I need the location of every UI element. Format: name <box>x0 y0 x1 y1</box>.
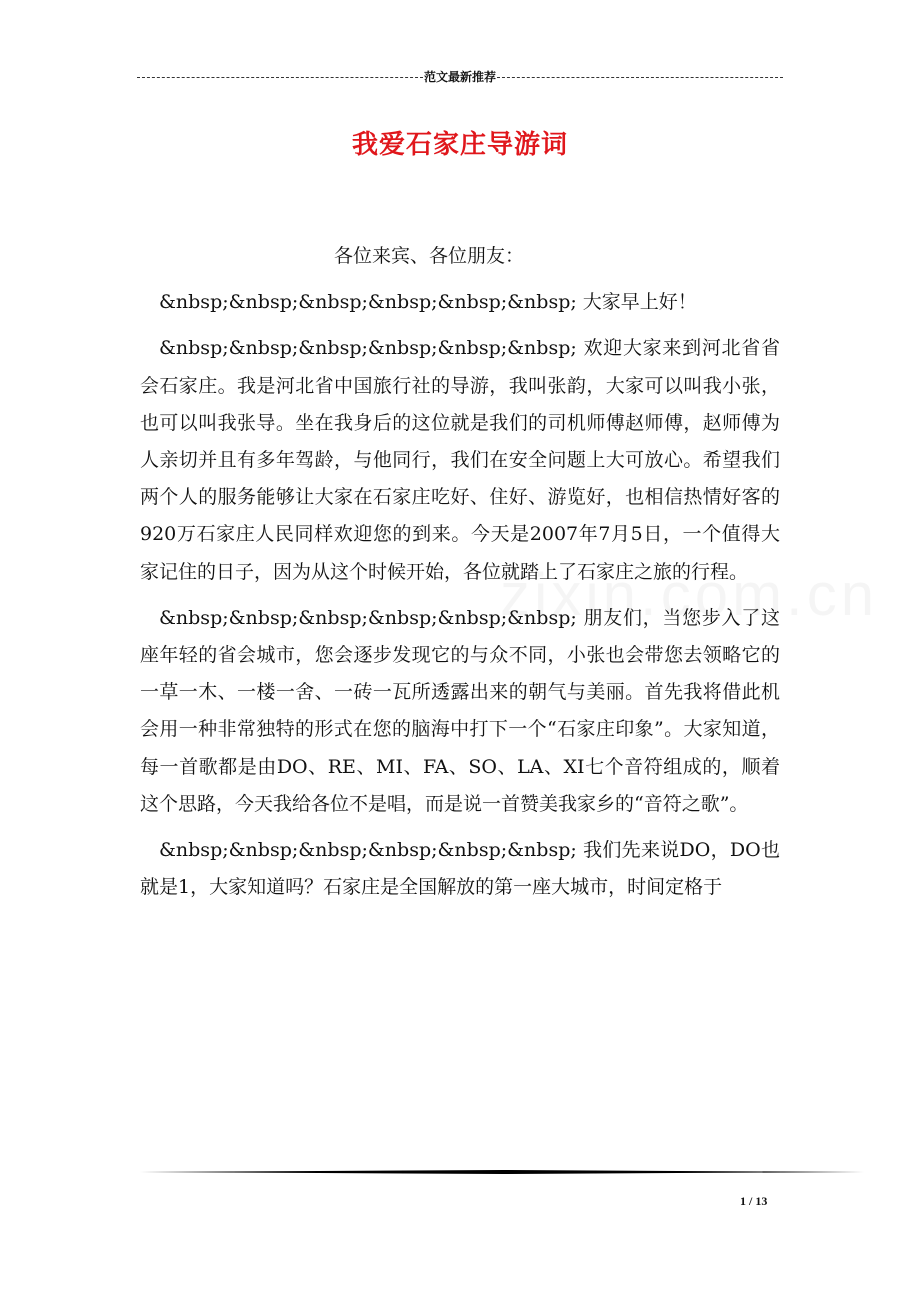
document-title: 我爱石家庄导游词 <box>351 130 568 160</box>
body-paragraph: &nbsp;&nbsp;&nbsp;&nbsp;&nbsp;&nbsp; 朋友们，当您步入了这座年轻的省会城市，您会逐步发现它的与众不同，小张也会带您去领略它的一草一木、一楼一舍、一砖一瓦所透露出来的朝气与美丽。首先我将借此机会用一种非常独特的形式在您的脑海中打下一个“石家庄印象”。大家知道，每一首歌都是由DO、RE、MI、FA、SO、LA、XI七个音符组成的，顺着这个思路，今天我给各位不是唱，而是说一首赞美我家乡的“音符之歌”。 <box>140 606 780 815</box>
document-body <box>140 238 780 915</box>
page-header <box>137 68 783 85</box>
body-paragraph: &nbsp;&nbsp;&nbsp;&nbsp;&nbsp;&nbsp; 大家早上好！ <box>159 291 697 314</box>
header-dash-left <box>137 77 423 78</box>
header-label: 范文最新推荐 <box>424 70 497 84</box>
footer-rule <box>140 1170 864 1174</box>
page-number: 1 / 13 <box>740 1194 768 1208</box>
header-dash-right <box>497 77 783 78</box>
body-paragraph: &nbsp;&nbsp;&nbsp;&nbsp;&nbsp;&nbsp; 我们先来说DO，DO也就是1，大家知道吗？石家庄是全国解放的第一座大城市，时间定格于 <box>140 839 780 899</box>
body-paragraph: &nbsp;&nbsp;&nbsp;&nbsp;&nbsp;&nbsp; 欢迎大家来到河北省省会石家庄。我是河北省中国旅行社的导游，我叫张韵，大家可以叫我小张，也可以叫我张导。坐在我身后的这位就是我们的司机师傅赵师傅，赵师傅为人亲切并且有多年驾龄，与他同行，我们在安全问题上大可放心。希望我们两个人的服务能够让大家在石家庄吃好、住好、游览好，也相信热情好客的920万石家庄人民同样欢迎您的到来。今天是2007年7月5日，一个值得大家记住的日子，因为从这个时候开始，各位就踏上了石家庄之旅的行程。 <box>140 337 780 583</box>
greeting-paragraph: 各位来宾、各位朋友： <box>334 245 525 267</box>
